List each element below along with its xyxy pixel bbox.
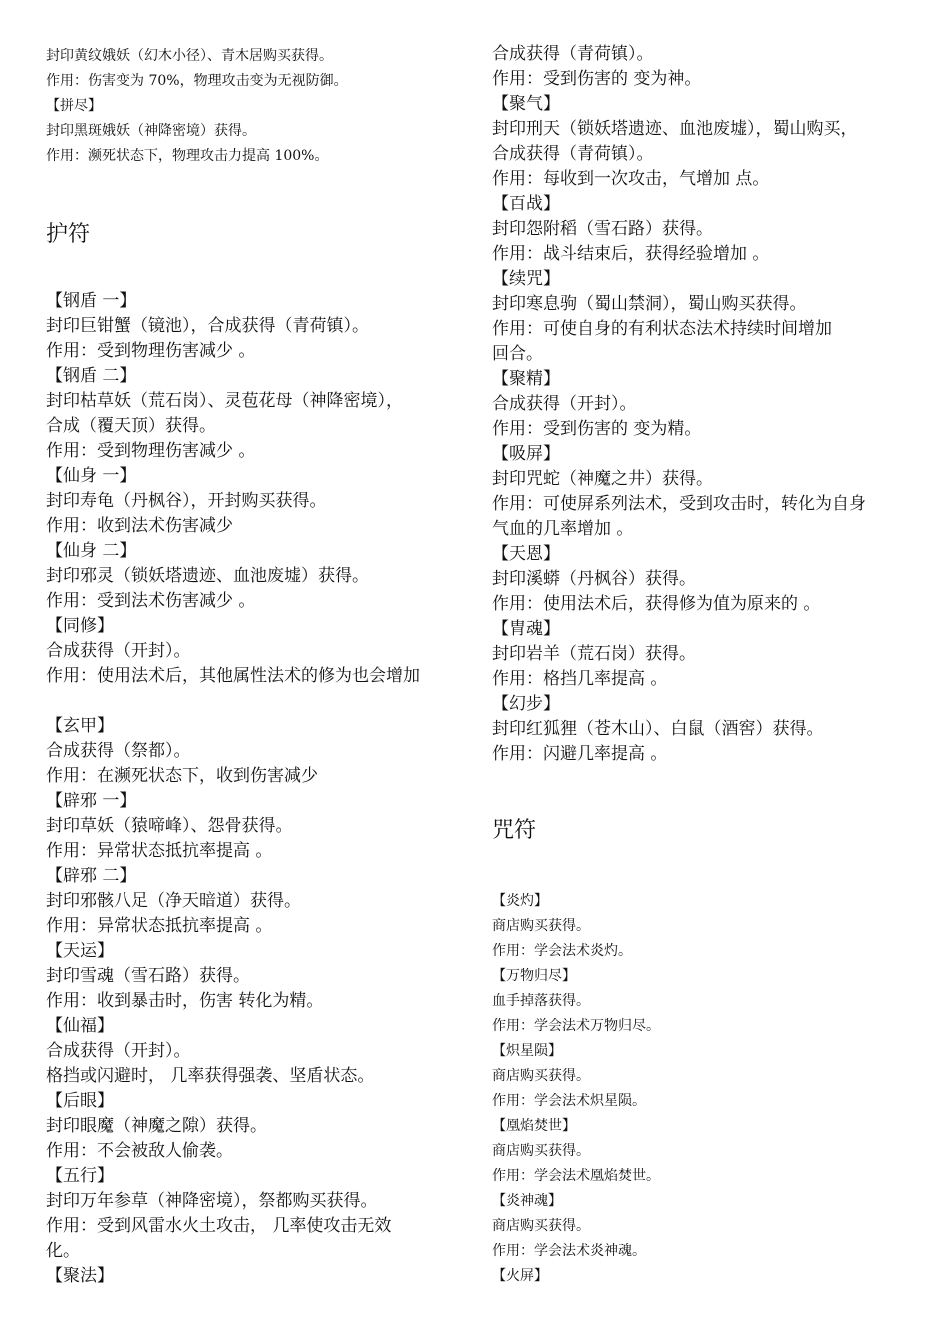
text-line: 作用：受到物理伤害减少 。 (46, 441, 256, 461)
text-line: 合成获得（祭都）。 (46, 741, 191, 761)
text-line: 作用：学会法术炎神魂。 (492, 1243, 646, 1259)
text-line: 血手掉落获得。 (492, 993, 590, 1009)
text-line: 商店购买获得。 (492, 918, 590, 934)
item-heading: 【拼尽】 (46, 98, 102, 114)
item-heading: 【幻步】 (492, 694, 560, 714)
item-heading: 【凰焰焚世】 (492, 1118, 576, 1134)
item-heading: 【吸屏】 (492, 444, 560, 464)
item-heading: 【钢盾 一】 (46, 291, 137, 311)
text-line: 封印邪骸八足（净天暗道）获得。 (46, 891, 301, 911)
text-line: 合成获得（开封）。 (46, 1041, 191, 1061)
item-heading: 【仙福】 (46, 1016, 114, 1036)
text-line: 作用：濒死状态下，物理攻击力提高 100%。 (46, 148, 329, 164)
text-line: 作用：异常状态抵抗率提高 。 (46, 841, 273, 861)
item-heading: 【五行】 (46, 1166, 114, 1186)
text-line: 作用：使用法术后，获得修为值为原来的 。 (492, 594, 821, 614)
text-line: 作用：收到暴击时，伤害 转化为精。 (46, 991, 324, 1011)
text-line: 封印怨附稻（雪石路）获得。 (492, 219, 713, 239)
text-line: 合成（覆天顶）获得。 (46, 416, 216, 436)
text-line: 作用：受到法术伤害减少 。 (46, 591, 256, 611)
text-line: 作用：格挡几率提高 。 (492, 669, 668, 689)
text-line: 封印雪魂（雪石路）获得。 (46, 966, 250, 986)
item-heading: 【后眼】 (46, 1091, 114, 1111)
text-line: 封印红狐狸（苍木山）、白鼠（酒窖）获得。 (492, 719, 824, 739)
item-heading: 【辟邪 二】 (46, 866, 137, 886)
text-line: 作用：可使屏系列法术，受到攻击时，转化为自身 (492, 494, 866, 514)
text-line: 封印寒息驹（蜀山禁洞），蜀山购买获得。 (492, 294, 807, 314)
text-line: 商店购买获得。 (492, 1068, 590, 1084)
item-heading: 【天运】 (46, 941, 114, 961)
text-line: 作用：学会法术万物归尽。 (492, 1018, 660, 1034)
text-line: 合成获得（青荷镇）。 (492, 44, 654, 64)
text-line: 封印枯草妖（荒石岗）、灵苞花母（神降密境）， (46, 391, 403, 411)
text-line: 作用：学会法术炽星陨。 (492, 1093, 646, 1109)
item-heading: 【玄甲】 (46, 716, 114, 736)
text-line: 封印溪蟒（丹枫谷）获得。 (492, 569, 696, 589)
text-line: 作用：战斗结束后，获得经验增加 。 (492, 244, 770, 264)
item-heading: 【同修】 (46, 616, 114, 636)
text-line: 商店购买获得。 (492, 1143, 590, 1159)
item-heading: 【聚气】 (492, 94, 560, 114)
text-line: 封印眼魔（神魔之隙）获得。 (46, 1116, 267, 1136)
item-heading: 【仙身 二】 (46, 541, 137, 561)
text-line: 作用：使用法术后，其他属性法术的修为也会增加 (46, 666, 420, 686)
item-heading: 【续咒】 (492, 269, 560, 289)
item-heading: 【万物归尽】 (492, 968, 576, 984)
item-heading: 【火屏】 (492, 1268, 548, 1284)
text-line: 封印万年参草（神降密境），祭都购买获得。 (46, 1191, 378, 1211)
text-line: 作用：学会法术炎灼。 (492, 943, 632, 959)
text-line: 封印黄纹娥妖（幻木小径）、青木居购买获得。 (46, 48, 333, 64)
item-heading: 【天恩】 (492, 544, 560, 564)
section-heading-curse: 咒符 (492, 818, 537, 843)
text-line: 作用：受到风雷水火土攻击， 几率使攻击无效 (46, 1216, 392, 1236)
text-line: 作用：伤害变为 70%，物理攻击变为无视防御。 (46, 73, 348, 89)
right-body-block (492, 42, 866, 767)
text-line: 合成获得（开封）。 (46, 641, 191, 661)
text-line: 商店购买获得。 (492, 1218, 590, 1234)
text-line: 作用：在濒死状态下，收到伤害减少 (46, 766, 318, 786)
item-heading: 【胄魂】 (492, 619, 560, 639)
text-line: 作用：收到法术伤害减少 (46, 516, 233, 536)
text-line: 回合。 (492, 344, 543, 364)
text-line: 封印巨钳蟹（镜池），合成获得（青荷镇）。 (46, 316, 369, 336)
item-heading: 【钢盾 二】 (46, 366, 137, 386)
text-line: 合成获得（青荷镇）。 (492, 144, 654, 164)
text-line: 作用：每收到一次攻击，气增加 点。 (492, 169, 770, 189)
left-body-block (46, 289, 420, 1289)
text-line: 合成获得（开封）。 (492, 394, 637, 414)
right-tail-block (492, 889, 660, 1289)
item-heading: 【炎灼】 (492, 893, 548, 909)
item-heading: 【炎神魂】 (492, 1193, 562, 1209)
text-line: 化。 (46, 1241, 80, 1261)
text-line: 作用：不会被敌人偷袭。 (46, 1141, 233, 1161)
item-heading: 【仙身 一】 (46, 466, 137, 486)
blank-line (46, 689, 420, 714)
text-line: 作用：受到物理伤害减少 。 (46, 341, 256, 361)
left-intro-block (46, 44, 348, 169)
item-heading: 【百战】 (492, 194, 560, 214)
text-line: 封印咒蛇（神魔之井）获得。 (492, 469, 713, 489)
section-heading-talisman: 护符 (46, 222, 91, 247)
item-heading: 【聚精】 (492, 369, 560, 389)
text-line: 封印刑天（锁妖塔遗迹、血池废墟），蜀山购买， (492, 119, 858, 139)
text-line: 作用：受到伤害的 变为神。 (492, 69, 702, 89)
text-line: 格挡或闪避时， 几率获得强袭、坚盾状态。 (46, 1066, 375, 1086)
text-line: 封印寿龟（丹枫谷），开封购买获得。 (46, 491, 327, 511)
text-line: 作用：闪避几率提高 。 (492, 744, 668, 764)
text-line: 气血的几率增加 。 (492, 519, 634, 539)
text-line: 封印黑斑娥妖（神降密境）获得。 (46, 123, 256, 139)
text-line: 作用：可使自身的有利状态法术持续时间增加 (492, 319, 832, 339)
text-line: 作用：异常状态抵抗率提高 。 (46, 916, 273, 936)
text-line: 作用：学会法术凰焰焚世。 (492, 1168, 660, 1184)
item-heading: 【聚法】 (46, 1266, 114, 1286)
text-line: 封印邪灵（锁妖塔遗迹、血池废墟）获得。 (46, 566, 369, 586)
text-line: 封印草妖（猿啼峰）、怨骨获得。 (46, 816, 293, 836)
text-line: 作用：受到伤害的 变为精。 (492, 419, 702, 439)
item-heading: 【辟邪 一】 (46, 791, 137, 811)
item-heading: 【炽星陨】 (492, 1043, 562, 1059)
text-line: 封印岩羊（荒石岗）获得。 (492, 644, 696, 664)
